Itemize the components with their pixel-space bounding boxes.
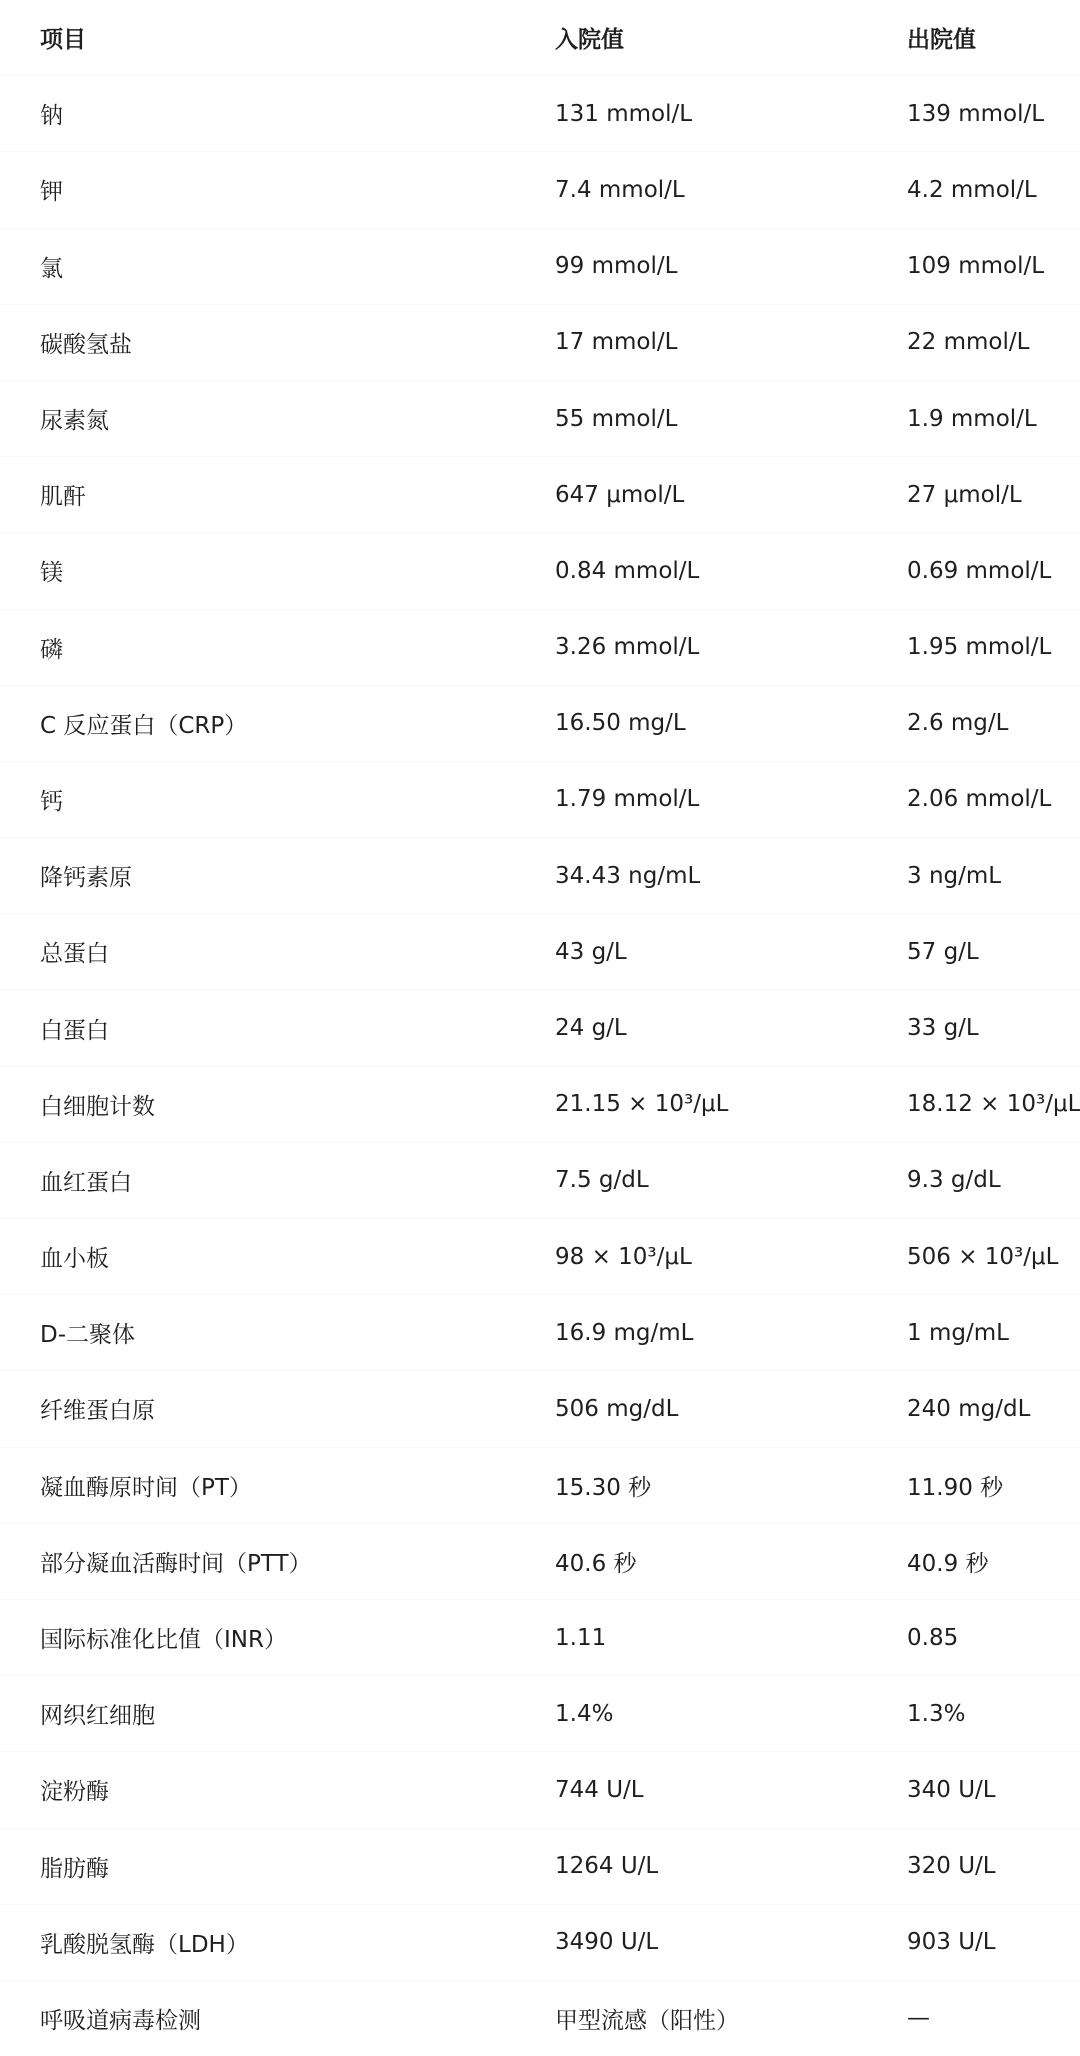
row-discharge-value: 1 mg/mL bbox=[907, 1319, 1009, 1346]
table-row bbox=[0, 533, 1080, 609]
header-item: 项目 bbox=[40, 27, 86, 54]
table-row bbox=[0, 914, 1080, 990]
row-discharge-value: 1.3% bbox=[907, 1700, 966, 1727]
row-discharge-value: 57 g/L bbox=[907, 938, 979, 965]
row-item: 钾 bbox=[40, 179, 63, 206]
row-discharge-value: — bbox=[907, 2005, 930, 2032]
row-discharge-value: 4.2 mmol/L bbox=[907, 176, 1037, 203]
table-row bbox=[0, 1828, 1080, 1904]
table-header bbox=[0, 0, 1080, 76]
row-discharge-value: 1.9 mmol/L bbox=[907, 405, 1037, 432]
row-item: C 反应蛋白（CRP） bbox=[40, 712, 248, 739]
row-admission-value: 1.11 bbox=[555, 1624, 607, 1651]
row-admission-value: 55 mmol/L bbox=[555, 405, 678, 432]
row-admission-value: 43 g/L bbox=[555, 938, 627, 965]
row-item: 磷 bbox=[40, 636, 63, 663]
row-discharge-value: 18.12 × 10³/μL bbox=[907, 1091, 1080, 1118]
table-row bbox=[0, 152, 1080, 228]
header-discharge: 出院值 bbox=[907, 27, 976, 54]
row-discharge-value: 2.06 mmol/L bbox=[907, 786, 1052, 813]
row-discharge-value: 506 × 10³/μL bbox=[907, 1243, 1059, 1270]
table-row bbox=[0, 1904, 1080, 1980]
row-discharge-value: 340 U/L bbox=[907, 1776, 996, 1803]
row-discharge-value: 40.9 秒 bbox=[907, 1550, 989, 1577]
row-admission-value: 131 mmol/L bbox=[555, 100, 693, 127]
row-discharge-value: 139 mmol/L bbox=[907, 100, 1045, 127]
row-item: 淀粉酶 bbox=[40, 1779, 109, 1806]
row-item: 呼吸道病毒检测 bbox=[40, 2007, 201, 2034]
table-row bbox=[0, 304, 1080, 380]
row-item: 钙 bbox=[40, 788, 63, 815]
row-admission-value: 17 mmol/L bbox=[555, 329, 678, 356]
table-row bbox=[0, 609, 1080, 685]
row-admission-value: 34.43 ng/mL bbox=[555, 862, 701, 889]
row-admission-value: 506 mg/dL bbox=[555, 1395, 679, 1422]
table-row bbox=[0, 1752, 1080, 1828]
table-row bbox=[0, 1066, 1080, 1142]
row-discharge-value: 1.95 mmol/L bbox=[907, 634, 1052, 661]
row-admission-value: 3.26 mmol/L bbox=[555, 634, 700, 661]
row-admission-value: 1.79 mmol/L bbox=[555, 786, 700, 813]
row-item: 纤维蛋白原 bbox=[40, 1398, 155, 1425]
row-admission-value: 15.30 秒 bbox=[555, 1474, 652, 1501]
row-admission-value: 21.15 × 10³/μL bbox=[555, 1091, 729, 1118]
row-admission-value: 40.6 秒 bbox=[555, 1550, 637, 1577]
table-row bbox=[0, 1676, 1080, 1752]
row-item: 乳酸脱氢酶（LDH） bbox=[40, 1931, 249, 1958]
row-discharge-value: 3 ng/mL bbox=[907, 862, 1002, 889]
row-discharge-value: 109 mmol/L bbox=[907, 253, 1045, 280]
row-admission-value: 7.4 mmol/L bbox=[555, 176, 685, 203]
row-admission-value: 7.5 g/dL bbox=[555, 1167, 649, 1194]
row-discharge-value: 903 U/L bbox=[907, 1929, 996, 1956]
row-item: D-二聚体 bbox=[40, 1322, 136, 1349]
row-item: 血红蛋白 bbox=[40, 1169, 132, 1196]
row-discharge-value: 2.6 mg/L bbox=[907, 710, 1009, 737]
row-discharge-value: 9.3 g/dL bbox=[907, 1167, 1001, 1194]
table-row bbox=[0, 685, 1080, 761]
row-admission-value: 3490 U/L bbox=[555, 1929, 659, 1956]
table-row bbox=[0, 1599, 1080, 1675]
row-admission-value: 1.4% bbox=[555, 1700, 614, 1727]
row-discharge-value: 240 mg/dL bbox=[907, 1395, 1031, 1422]
table-row bbox=[0, 990, 1080, 1066]
table-row bbox=[0, 838, 1080, 914]
row-discharge-value: 0.69 mmol/L bbox=[907, 557, 1052, 584]
table-row bbox=[0, 1523, 1080, 1599]
row-admission-value: 99 mmol/L bbox=[555, 253, 678, 280]
row-item: 总蛋白 bbox=[40, 941, 109, 968]
row-admission-value: 744 U/L bbox=[555, 1776, 644, 1803]
table-row bbox=[0, 228, 1080, 304]
row-item: 尿素氮 bbox=[40, 408, 109, 435]
row-item: 白蛋白 bbox=[40, 1017, 109, 1044]
row-item: 肌酐 bbox=[40, 484, 86, 511]
row-discharge-value: 0.85 bbox=[907, 1624, 959, 1651]
table-row bbox=[0, 1142, 1080, 1218]
table-row bbox=[0, 1980, 1080, 2056]
header-row bbox=[0, 0, 1080, 76]
row-item: 国际标准化比值（INR） bbox=[40, 1627, 287, 1654]
table-row bbox=[0, 1219, 1080, 1295]
row-admission-value: 0.84 mmol/L bbox=[555, 557, 700, 584]
row-item: 血小板 bbox=[40, 1246, 109, 1273]
row-discharge-value: 320 U/L bbox=[907, 1853, 996, 1880]
table-row bbox=[0, 1371, 1080, 1447]
table-row bbox=[0, 761, 1080, 837]
row-admission-value: 1264 U/L bbox=[555, 1853, 659, 1880]
row-item: 碳酸氢盐 bbox=[40, 331, 132, 358]
row-item: 降钙素原 bbox=[40, 865, 132, 892]
row-item: 凝血酶原时间（PT） bbox=[40, 1474, 252, 1501]
table-body bbox=[0, 76, 1080, 2056]
table-row bbox=[0, 380, 1080, 456]
row-item: 网织红细胞 bbox=[40, 1703, 155, 1730]
table-row bbox=[0, 76, 1080, 152]
row-item: 白细胞计数 bbox=[40, 1093, 155, 1120]
header-admission: 入院值 bbox=[555, 27, 624, 54]
row-item: 部分凝血活酶时间（PTT） bbox=[40, 1550, 312, 1577]
table-row bbox=[0, 1447, 1080, 1523]
table-row bbox=[0, 1295, 1080, 1371]
row-item: 氯 bbox=[40, 255, 63, 282]
row-admission-value: 甲型流感（阳性） bbox=[555, 2007, 739, 2034]
row-admission-value: 647 μmol/L bbox=[555, 481, 685, 508]
row-admission-value: 24 g/L bbox=[555, 1015, 627, 1042]
row-item: 脂肪酶 bbox=[40, 1855, 109, 1882]
row-discharge-value: 27 μmol/L bbox=[907, 481, 1022, 508]
row-admission-value: 16.50 mg/L bbox=[555, 710, 686, 737]
row-discharge-value: 33 g/L bbox=[907, 1015, 979, 1042]
row-discharge-value: 11.90 秒 bbox=[907, 1474, 1004, 1501]
row-admission-value: 16.9 mg/mL bbox=[555, 1319, 694, 1346]
row-discharge-value: 22 mmol/L bbox=[907, 329, 1030, 356]
row-admission-value: 98 × 10³/μL bbox=[555, 1243, 692, 1270]
row-item: 钠 bbox=[40, 103, 63, 130]
table-row bbox=[0, 457, 1080, 533]
row-item: 镁 bbox=[40, 560, 63, 587]
